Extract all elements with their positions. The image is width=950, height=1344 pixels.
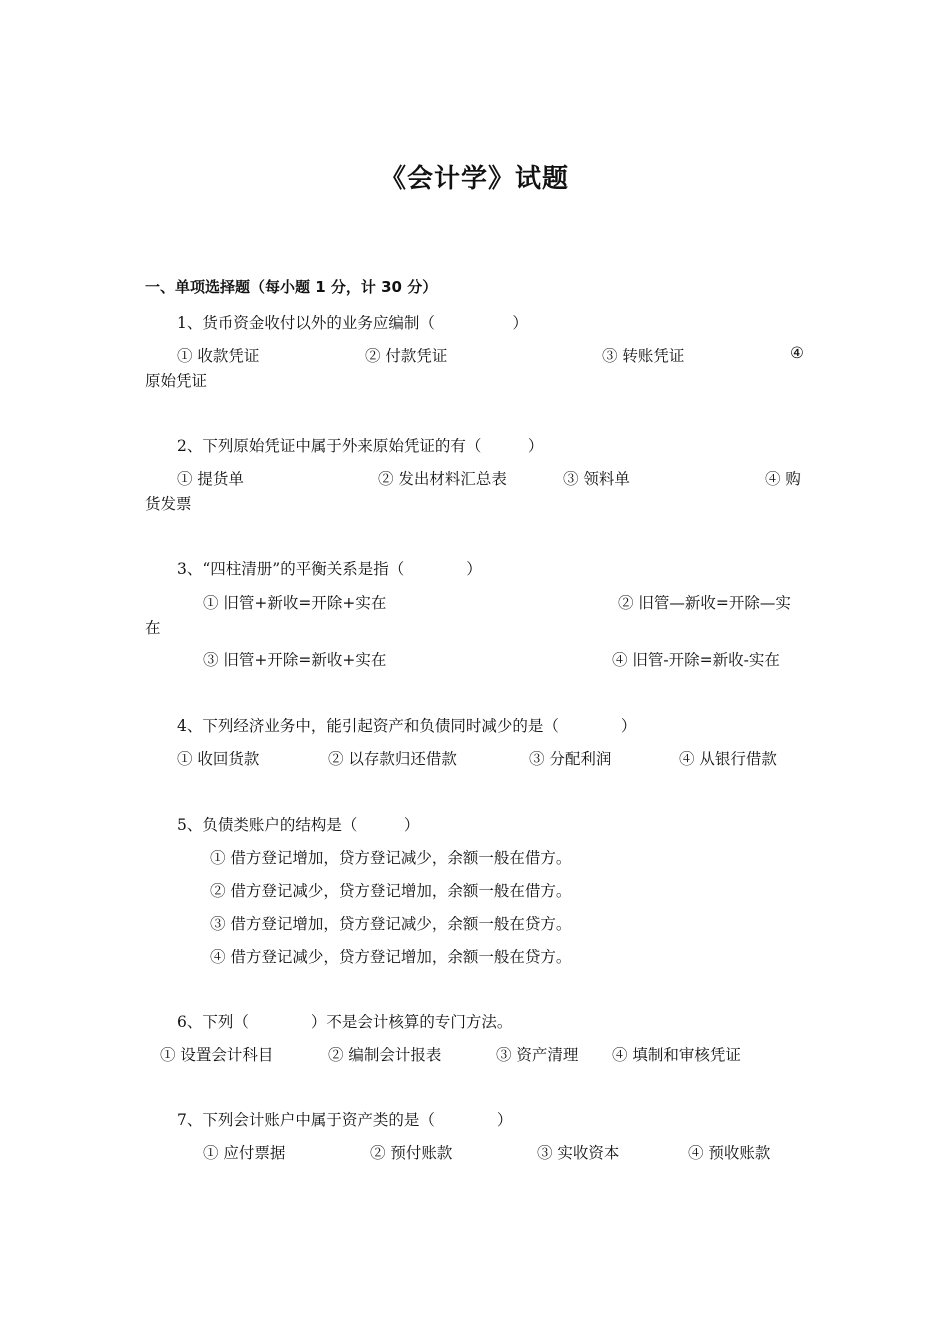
question-3-option-2-wrap: 在 [145, 619, 161, 637]
question-1-option-2: ② 付款凭证 [365, 347, 448, 365]
question-3-option-4: ④ 旧管-开除=新收-实在 [612, 651, 780, 669]
section-heading: 一、单项选择题（每小题 1 分，计 30 分） [145, 278, 438, 296]
question-7-option-1: ① 应付票据 [203, 1144, 286, 1162]
question-7-option-2: ② 预付账款 [370, 1144, 453, 1162]
question-5-stem: 5、负债类账户的结构是（ ） [177, 816, 420, 834]
question-2-option-1: ① 提货单 [177, 470, 244, 488]
question-3-option-3: ③ 旧管+开除=新收+实在 [203, 651, 387, 669]
question-1-stem: 1、货币资金收付以外的业务应编制（ ） [177, 314, 528, 332]
question-6-option-2: ② 编制会计报表 [328, 1046, 442, 1064]
question-6-stem: 6、下列（ ）不是会计核算的专门方法。 [177, 1013, 513, 1031]
question-4-option-4: ④ 从银行借款 [679, 750, 777, 768]
question-5-option-3: ③ 借方登记增加，贷方登记减少，余额一般在贷方。 [210, 915, 572, 933]
question-2-option-4: ④ 购 [765, 470, 801, 488]
question-4-stem: 4、下列经济业务中，能引起资产和负债同时减少的是（ ） [177, 717, 637, 735]
question-2-option-3: ③ 领料单 [563, 470, 630, 488]
question-4-option-1: ① 收回货款 [177, 750, 260, 768]
question-6-option-4: ④ 填制和审核凭证 [612, 1046, 741, 1064]
question-6-option-3: ③ 资产清理 [496, 1046, 579, 1064]
question-3-option-1: ① 旧管+新收=开除+实在 [203, 594, 387, 612]
question-1-option-3: ③ 转账凭证 [602, 347, 685, 365]
page-title: 《会计学》试题 [380, 164, 570, 194]
question-2-option-2: ② 发出材料汇总表 [378, 470, 507, 488]
question-5-option-2: ② 借方登记减少，贷方登记增加，余额一般在借方。 [210, 882, 572, 900]
question-2-stem: 2、下列原始凭证中属于外来原始凭证的有（ ） [177, 437, 544, 455]
question-5-option-1: ① 借方登记增加，贷方登记减少，余额一般在借方。 [210, 849, 572, 867]
question-1-option-4: ④ [790, 344, 804, 362]
question-6-option-1: ① 设置会计科目 [160, 1046, 274, 1064]
question-1-option-1: ① 收款凭证 [177, 347, 260, 365]
question-3-stem: 3、“四柱清册”的平衡关系是指（ ） [177, 560, 482, 578]
question-4-option-2: ② 以存款归还借款 [328, 750, 457, 768]
question-3-option-2: ② 旧管—新收=开除—实 [618, 594, 791, 612]
question-7-option-3: ③ 实收资本 [537, 1144, 620, 1162]
question-5-option-4: ④ 借方登记减少，贷方登记增加，余额一般在贷方。 [210, 948, 572, 966]
question-4-option-3: ③ 分配利润 [529, 750, 612, 768]
question-1-option-4-wrap: 原始凭证 [145, 372, 208, 390]
question-7-stem: 7、下列会计账户中属于资产类的是（ ） [177, 1111, 513, 1129]
question-7-option-4: ④ 预收账款 [688, 1144, 771, 1162]
question-2-option-4-wrap: 货发票 [145, 495, 192, 513]
